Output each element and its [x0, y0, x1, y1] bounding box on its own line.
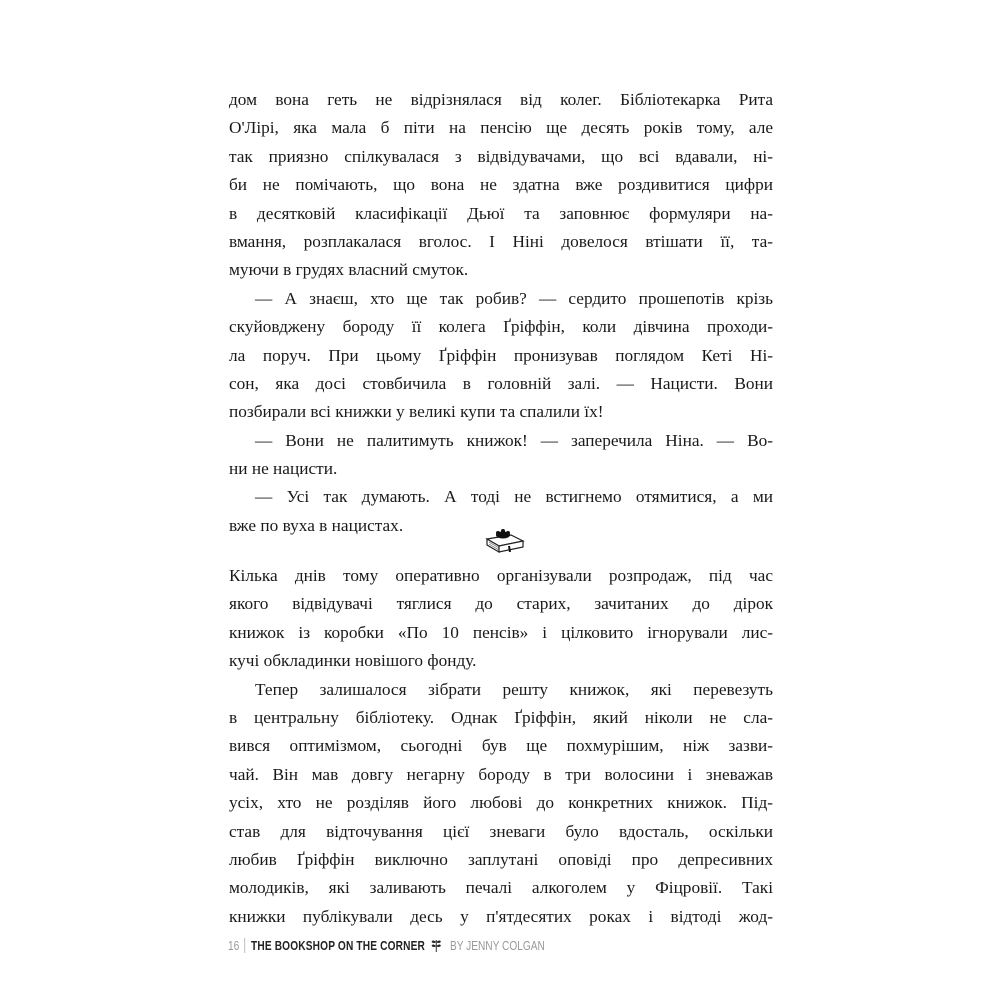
text-line: став для відточування цієї зневаги було вдосталь, оскільки: [229, 821, 773, 841]
text-line: — Вони не палитимуть книжок! — заперечила Ніна. — Во-: [255, 430, 773, 450]
text-line: дом вона геть не відрізнялася від колег. Бібліотекарка Рита: [229, 90, 773, 109]
text-line: в центральну бібліотеку. Однак Ґріффін, який ніколи не сла-: [229, 707, 773, 727]
text-line: книжки публікували десь у п'ятдесятих роках і відтоді жод-: [229, 906, 773, 926]
text-line: Тепер залишалося зібрати решту книжок, які перевезуть: [255, 679, 773, 699]
text-line: молодиків, які заливають печалі алкоголем у Фіцровії. Такі: [229, 878, 773, 898]
text-line: ни не нацисти.: [229, 459, 338, 479]
text-line: Кілька днів тому оперативно організували розпродаж, під час: [229, 566, 773, 585]
text-line: в десятковій класифікації Дьюї та заповнює формуляри на-: [229, 203, 773, 223]
text-line: книжок із коробки «По 10 пенсів» і цілковито ігнорували лис-: [229, 622, 773, 642]
book-ornament-icon: [481, 525, 527, 555]
text-block-1: [229, 86, 773, 540]
text-line: сон, яка досі стовбичила в головній залі. — Нацисти. Вони: [229, 373, 773, 393]
text-line: би не помічають, що вона не здатна вже роздивитися цифри: [229, 175, 773, 195]
text-line: усіх, хто не розділяв його любові до конкретних книжок. Під-: [229, 793, 773, 813]
text-line: — А знаєш, хто ще так робив? — сердито прошепотів крізь: [255, 288, 773, 308]
leaf-ornament-icon: [430, 937, 442, 953]
text-line: муючи в грудях власний смуток.: [229, 260, 469, 280]
text-line: позбирали всі книжки у великі купи та спалили їх!: [229, 402, 604, 422]
book-title: THE BOOKSHOP ON THE CORNER: [250, 937, 425, 953]
page-number: 16: [228, 937, 240, 953]
author-name: BY JENNY COLGAN: [449, 937, 545, 953]
text-line: О'Лірі, яка мала б піти на пенсію ще десять років тому, але: [229, 118, 773, 138]
text-line: любив Ґріффін виключно заплутані оповіді про депресивних: [229, 849, 773, 869]
text-line: вмання, розплакалася вголос. І Ніні довелося втішати її, та-: [229, 231, 773, 251]
text-line: так приязно спілкувалася з відвідувачами, що всі вдавали, ні-: [229, 146, 773, 166]
text-line: вже по вуха в нацистах.: [229, 515, 404, 535]
text-line: ла поруч. При цьому Ґріффін пронизував поглядом Кеті Ні-: [229, 345, 773, 365]
text-line: — Усі так думають. А тоді не встигнемо отямитися, а ми: [255, 487, 773, 507]
text-line: чай. Він мав довгу негарну бороду в три волосини і зневажав: [229, 764, 773, 784]
text-line: скуйовджену бороду її колега Ґріффін, коли дівчина проходи-: [229, 317, 773, 337]
text-line: вився оптимізмом, сьогодні був ще похмурішим, ніж зазви-: [229, 736, 773, 756]
text-line: кучі обкладинки новішого фонду.: [229, 651, 477, 671]
text-block-2: [229, 562, 773, 931]
text-line: якого відвідувачі тяглися до старих, зачитаних до дірок: [229, 594, 773, 614]
footer-divider: [245, 938, 246, 953]
page-footer: [228, 936, 545, 954]
